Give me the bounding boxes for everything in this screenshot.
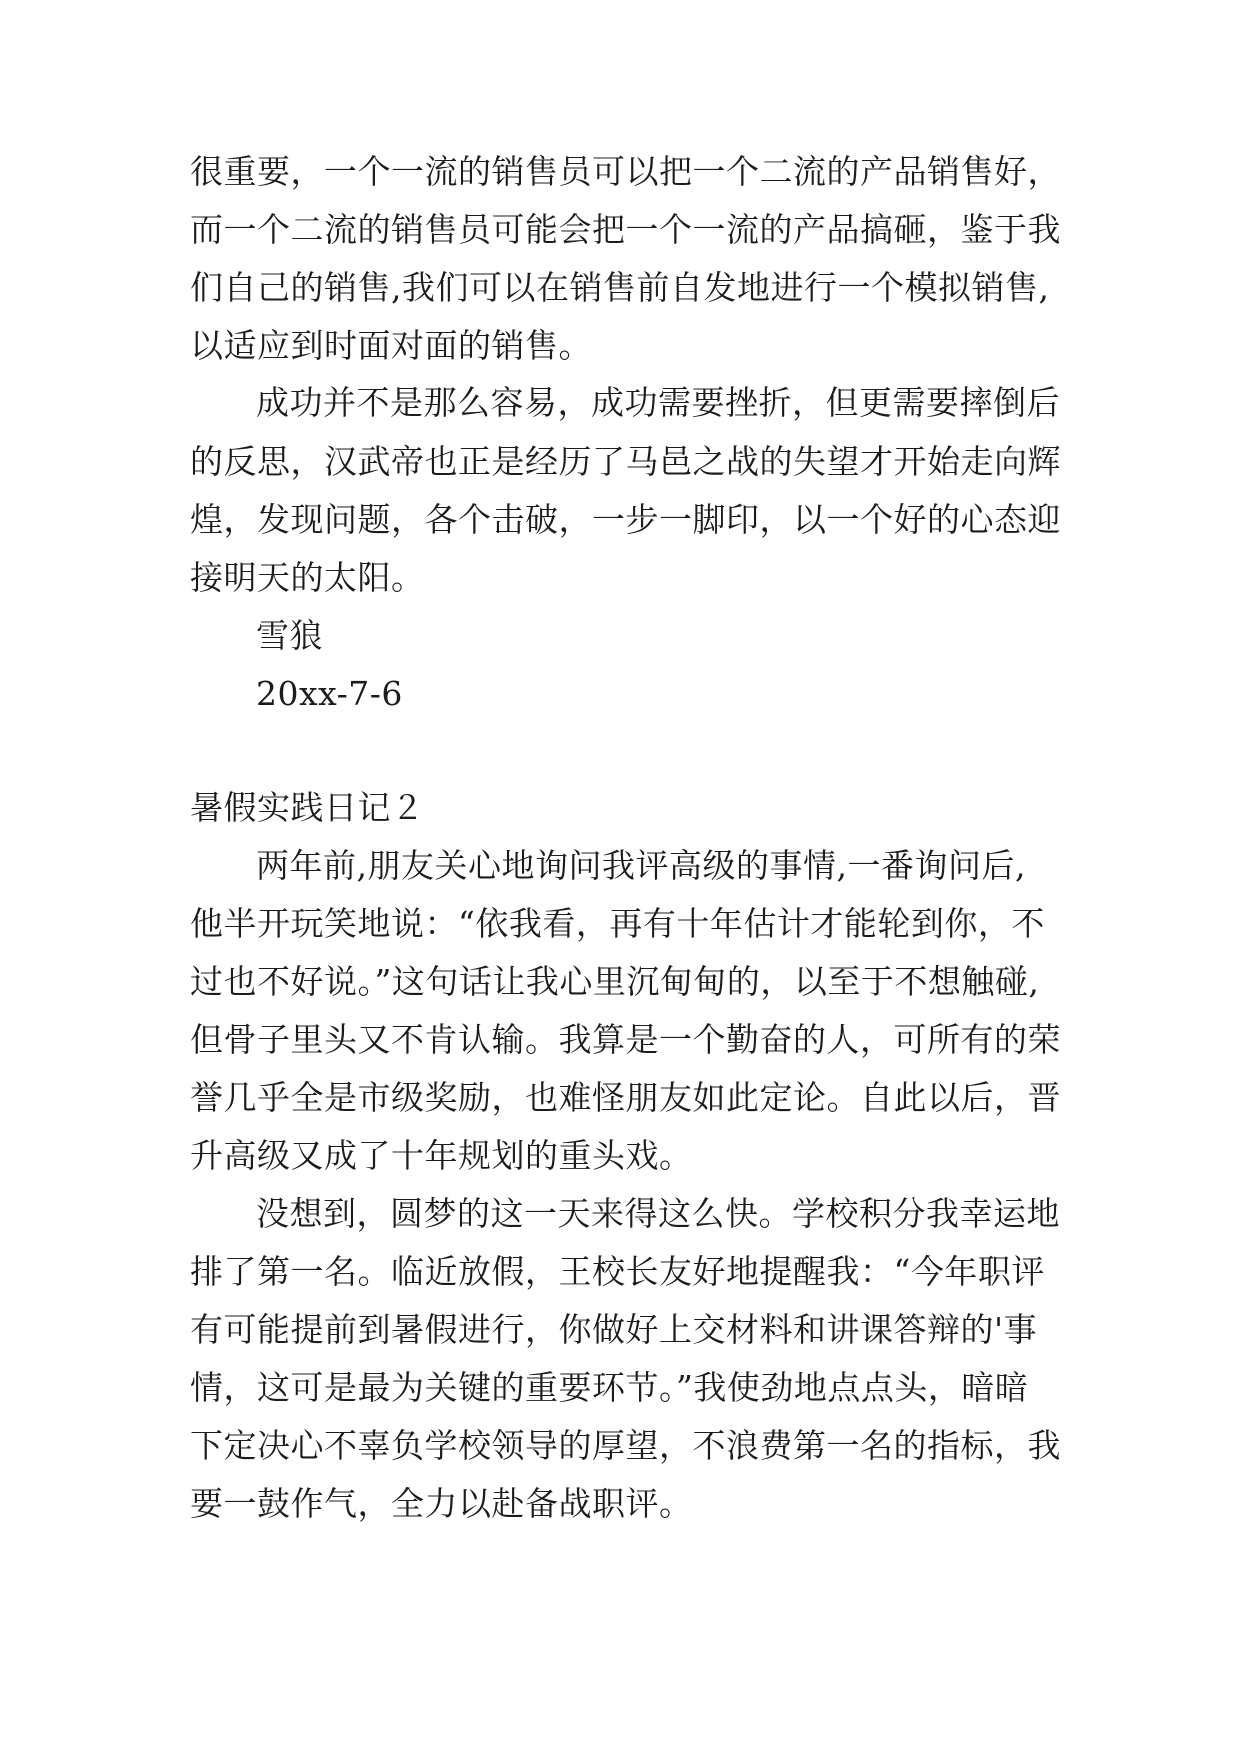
body-text-line: 升高级又成了十年规划的重头戏。 bbox=[190, 1136, 693, 1175]
body-text-line: 要一鼓作气，全力以赴备战职评。 bbox=[190, 1484, 693, 1523]
body-text-line: 但骨子里头又不肯认输。我算是一个勤奋的人，可所有的荣 bbox=[190, 1020, 1061, 1059]
body-text-line: 他半开玩笑地说：“依我看，再有十年估计才能轮到你，不 bbox=[190, 904, 1045, 943]
body-text-line: 没想到，圆梦的这一天来得这么快。学校积分我幸运地 bbox=[256, 1194, 1060, 1233]
body-text-line: 接明天的太阳。 bbox=[190, 558, 425, 597]
body-text-line: 很重要，一个一流的销售员可以把一个二流的产品销售好， bbox=[190, 152, 1061, 191]
section-heading: 暑假实践日记２ bbox=[190, 788, 425, 827]
body-text-line: 情，这可是最为关键的重要环节。”我使劲地点点头，暗暗 bbox=[190, 1368, 1029, 1407]
body-text-line: 的反思，汉武帝也正是经历了马邑之战的失望才开始走向辉 bbox=[190, 442, 1061, 481]
body-text-line: 们自己的销售,我们可以在销售前自发地进行一个模拟销售, bbox=[190, 268, 1050, 307]
body-text-line: 排了第一名。临近放假，王校长友好地提醒我：“今年职评 bbox=[190, 1252, 1045, 1291]
body-text-line: 煌，发现问题，各个击破，一步一脚印，以一个好的心态迎 bbox=[190, 500, 1061, 539]
body-text-line: 过也不好说。”这句话让我心里沉甸甸的，以至于不想触碰, bbox=[190, 962, 1040, 1001]
body-text-line: 两年前,朋友关心地询问我评高级的事情,一番询问后, bbox=[256, 846, 1026, 885]
body-text-line: 以适应到时面对面的销售。 bbox=[190, 326, 592, 365]
body-text-line: 誉几乎全是市级奖励，也难怪朋友如此定论。自此以后，晋 bbox=[190, 1078, 1061, 1117]
body-text-line: 成功并不是那么容易，成功需要挫折，但更需要摔倒后 bbox=[256, 383, 1060, 422]
body-text-line: 下定决心不辜负学校领导的厚望，不浪费第一名的指标，我 bbox=[190, 1426, 1061, 1465]
signature-name: 雪狼 bbox=[256, 616, 323, 655]
body-text-line: 有可能提前到暑假进行，你做好上交材料和讲课答辩的'事 bbox=[190, 1310, 1038, 1349]
body-text-line: 而一个二流的销售员可能会把一个一流的产品搞砸，鉴于我 bbox=[190, 210, 1061, 249]
signature-date: 20xx-7-6 bbox=[256, 674, 403, 713]
